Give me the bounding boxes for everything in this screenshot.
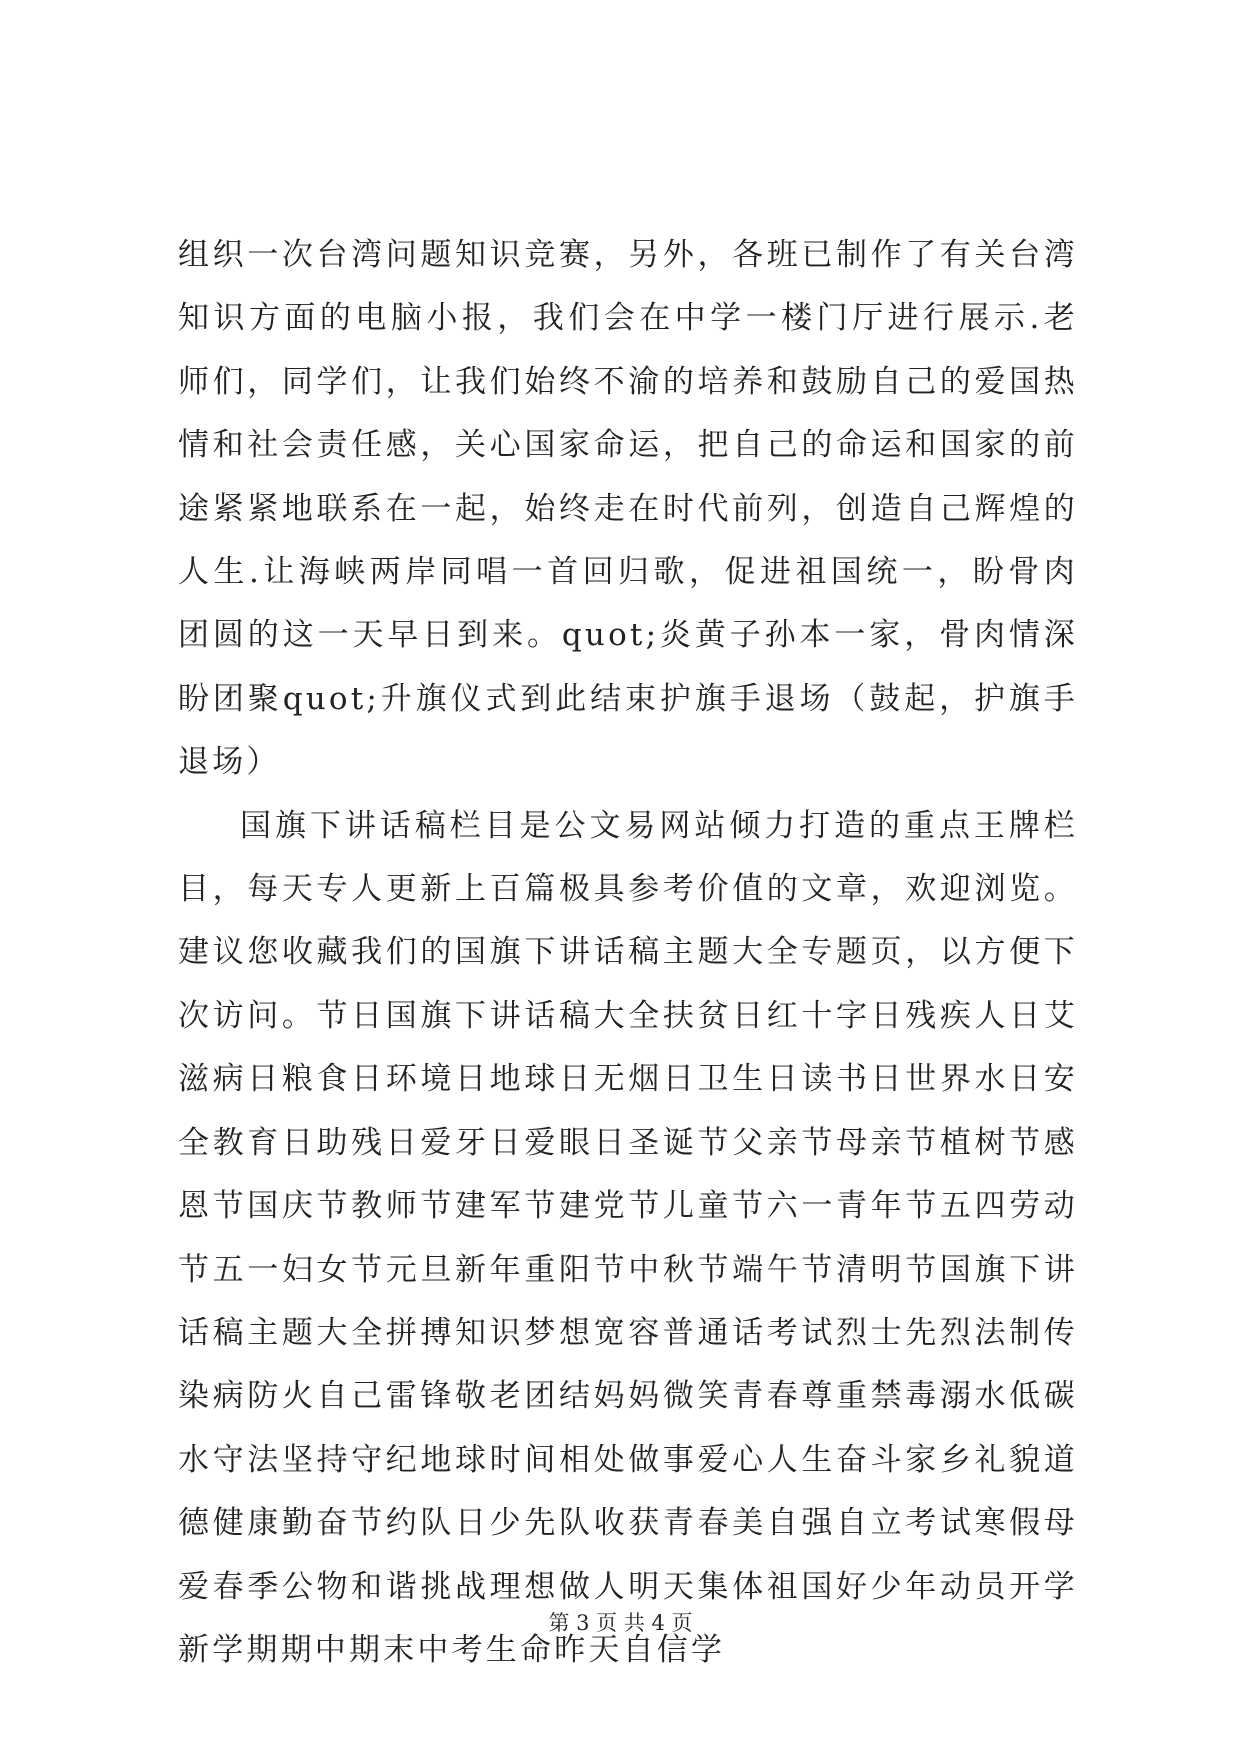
paragraph-column-intro: 国旗下讲话稿栏目是公文易网站倾力打造的重点王牌栏目，每天专人更新上百篇极具参考价值的文章，欢迎浏览。建议您收藏我们的国旗下讲话稿主题大全专题页，以方便下次访问。节日国旗下讲话稿大全扶贫日红十字日残疾人日艾滋病日粮食日环境日地球日无烟日卫生日读书日世界水日安全教育日助残日爱牙日爱眼日圣诞节父亲节母亲节植树节感恩节国庆节教师节建军节建党节儿童节六一青年节五四劳动节五一妇女节元旦新年重阳节中秋节端午节清明节国旗下讲话稿主题大全拼搏知识梦想宽容普通话考试烈士先烈法制传染病防火自己雷锋敬老团结妈妈微笑青春尊重禁毒溺水低碳水守法坚持守纪地球时间相处做事爱心人生奋斗家乡礼貌道德健康勤奋节约队日少先队收获青春美自强自立考试寒假母爱春季公物和谐挑战理想做人明天集体祖国好少年动员开学新学期期中期末中考生命昨天自信学 [178, 807, 1078, 1668]
page-footer: 第 3 页 共 4 页 [548, 1611, 693, 1635]
document-body [178, 224, 1078, 1682]
paragraph-continued: 组织一次台湾问题知识竞赛，另外，各班已制作了有关台湾知识方面的电脑小报，我们会在中学一楼门厅进行展示.老师们，同学们，让我们始终不渝的培养和鼓励自己的爱国热情和社会责任感，关心国家命运，把自己的命运和国家的前途紧紧地联系在一起，始终走在时代前列，创造自己辉煌的人生.让海峡两岸同唱一首回归歌，促进祖国统一，盼骨肉团圆的这一天早日到来。quot;炎黄子孙本一家，骨肉情深盼团聚quot;升旗仪式到此结束护旗手退场（鼓起，护旗手退场） [178, 237, 1078, 781]
